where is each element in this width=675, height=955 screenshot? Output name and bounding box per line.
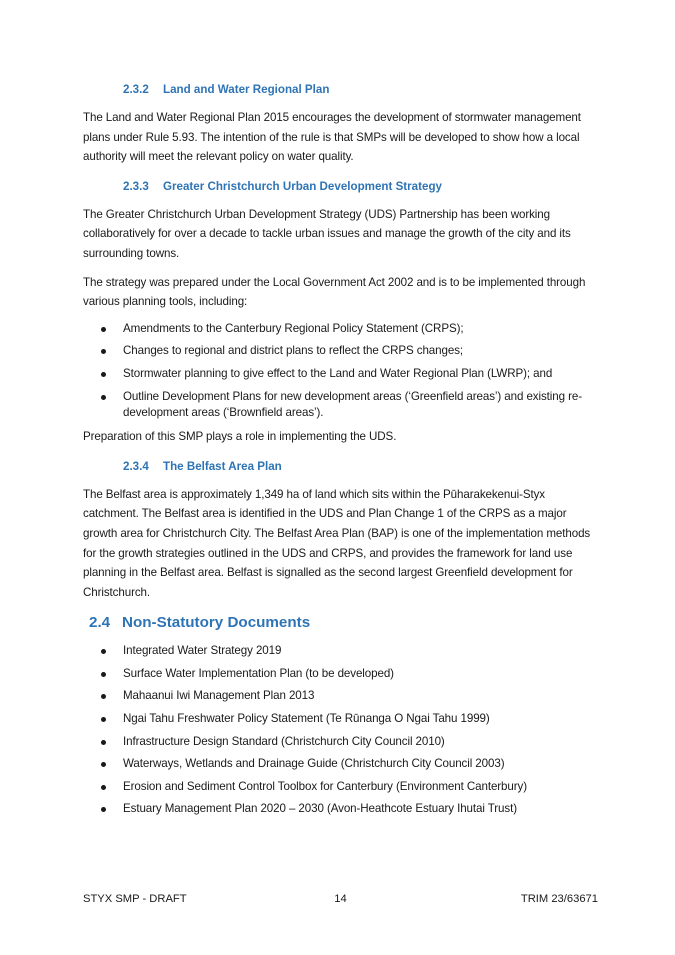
bullet-icon <box>101 649 106 654</box>
heading-title: Land and Water Regional Plan <box>163 83 330 96</box>
heading-number: 2.3.2 <box>123 83 149 96</box>
bullet-icon <box>101 694 106 699</box>
bullet-icon <box>101 395 106 400</box>
list-item: Estuary Management Plan 2020 – 2030 (Avon-Heathcote Estuary Ihutai Trust) <box>83 801 598 817</box>
heading-title: Non-Statutory Documents <box>122 614 311 632</box>
paragraph-belfast: The Belfast area is approximately 1,349 ha of land which sits within the Pūharakekenui-Styx catchment. The Belfast area is identified in the UDS and Plan Change 1 of the CRPS as a major growth area for Christchurch City. The Belfast Area Plan (BAP) is one of the implementation methods for the growth strategies outlined in the UDS and CRPS, and provides the framework for land use planning in the Belfast area. Belfast is signalled as the second largest Greenfield development for Christchurch. <box>83 487 591 599</box>
list-item: Changes to regional and district plans to reflect the CRPS changes; <box>83 343 598 359</box>
heading-number: 2.4 <box>89 614 111 632</box>
heading-title: Greater Christchurch Urban Development Strategy <box>163 179 442 193</box>
page-footer <box>83 893 598 909</box>
uds-tools-list <box>83 321 598 421</box>
page-content <box>83 83 598 824</box>
non-statutory-documents-list <box>83 643 598 817</box>
list-item: Erosion and Sediment Control Toolbox for Canterbury (Environment Canterbury) <box>83 779 598 795</box>
list-item: Waterways, Wetlands and Drainage Guide (Christchurch City Council 2003) <box>83 756 598 772</box>
heading-number: 2.3.4 <box>123 459 149 473</box>
footer-page-number: 14 <box>334 893 347 905</box>
list-item: Outline Development Plans for new development areas (‘Greenfield areas’) and existing re-development areas (‘Brownfield areas’). <box>83 389 598 421</box>
list-item: Mahaanui Iwi Management Plan 2013 <box>83 688 598 704</box>
heading-2-3-4 <box>123 460 598 474</box>
bullet-icon <box>101 785 106 790</box>
bullet-icon <box>101 807 106 812</box>
heading-2-3-2 <box>123 83 598 97</box>
heading-2-3-3 <box>123 180 598 194</box>
footer-document-label: STYX SMP - DRAFT <box>83 893 187 905</box>
heading-number: 2.3.3 <box>123 179 149 193</box>
list-item: Surface Water Implementation Plan (to be developed) <box>83 666 598 682</box>
bullet-icon <box>101 349 106 354</box>
paragraph-lwrp: The Land and Water Regional Plan 2015 encourages the development of stormwater management plans under Rule 5.93. The intention of the rule is that SMPs will be developed to show how a local authority will meet the relevant policy on water quality. <box>83 111 581 164</box>
bullet-icon <box>101 327 106 332</box>
bullet-icon <box>101 717 106 722</box>
bullet-icon <box>101 762 106 767</box>
heading-2-4 <box>89 614 598 632</box>
list-item: Infrastructure Design Standard (Christchurch City Council 2010) <box>83 734 598 750</box>
paragraph-smp-role: Preparation of this SMP plays a role in implementing the UDS. <box>83 430 397 444</box>
heading-title: The Belfast Area Plan <box>163 459 282 473</box>
bullet-icon <box>101 672 106 677</box>
paragraph-uds-partnership: The Greater Christchurch Urban Development Strategy (UDS) Partnership has been working collaboratively for over a decade to tackle urban issues and manage the growth of the city and its surrounding towns. <box>83 207 571 260</box>
footer-trim-reference: TRIM 23/63671 <box>520 893 598 905</box>
list-item: Ngai Tahu Freshwater Policy Statement (Te Rūnanga O Ngai Tahu 1999) <box>83 711 598 727</box>
list-item: Amendments to the Canterbury Regional Policy Statement (CRPS); <box>83 321 598 337</box>
bullet-icon <box>101 740 106 745</box>
bullet-icon <box>101 372 106 377</box>
list-item: Integrated Water Strategy 2019 <box>83 643 598 659</box>
paragraph-strategy-tools: The strategy was prepared under the Local Government Act 2002 and is to be implemented through various planning tools, including: <box>83 275 586 309</box>
list-item: Stormwater planning to give effect to the Land and Water Regional Plan (LWRP); and <box>83 366 598 382</box>
